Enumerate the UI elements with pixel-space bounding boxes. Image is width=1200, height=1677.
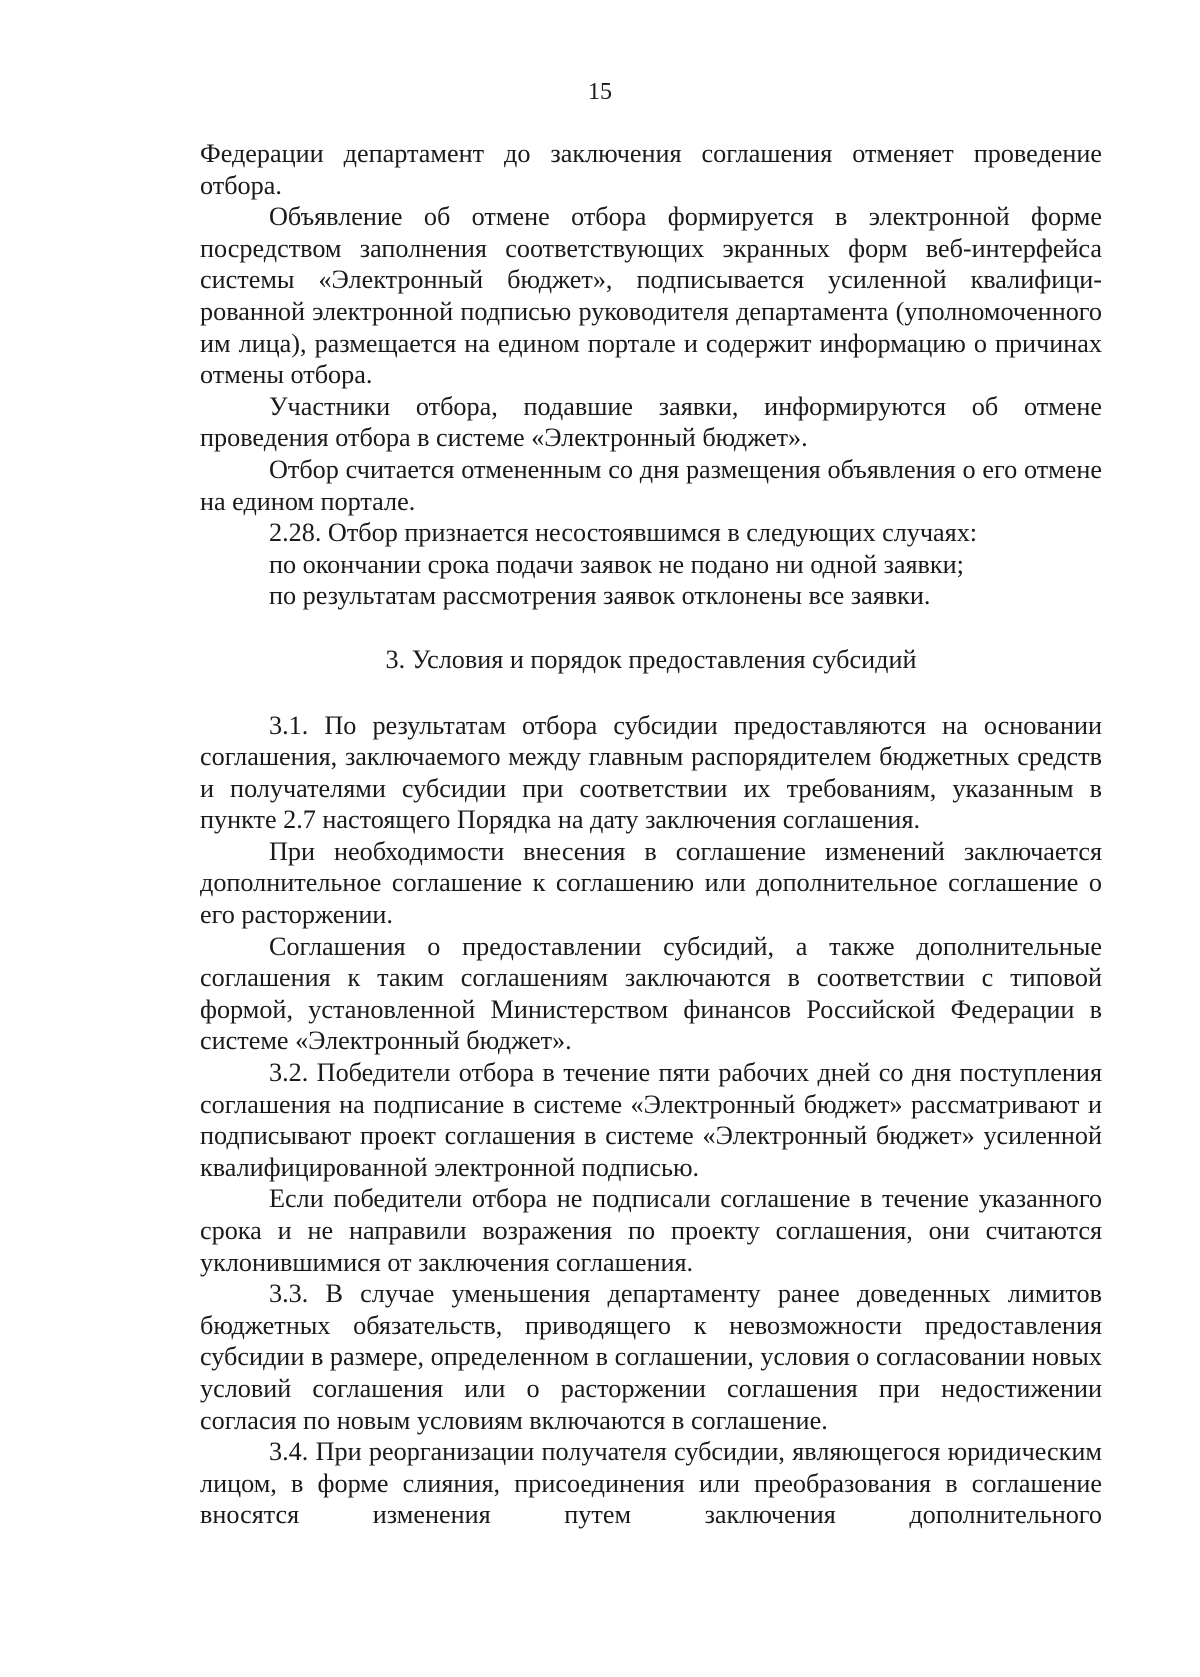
paragraphs-before xyxy=(200,138,1102,612)
paragraphs-after xyxy=(200,710,1102,1531)
paragraph: 3.1. По результатам отбора субсидии предоставляются на основании соглашения, заключаемого между главным распорядителем бюджетных средств и получателями субсидии при соответствии их требованиям, указанным в пункте 2.7 настоящего Порядка на дату заключения соглашения. xyxy=(200,710,1102,835)
page-number: 15 xyxy=(588,79,612,105)
paragraph: 3.4. При реорганизации получателя субсидии, являющегося юридическим лицом, в форме слияния, присоединения или преобразования в соглашение вносятся изменения путем заключения дополнительного xyxy=(200,1437,1102,1530)
paragraph: При необходимости внесения в соглашение изменений заключается дополнительное соглашение к соглашению или дополнительное соглашение о его расторжении. xyxy=(200,836,1102,930)
paragraph: Если победители отбора не подписали соглашение в течение указанного срока и не направили возражения по проекту соглашения, они считаются уклонившимися от заключения соглашения. xyxy=(200,1184,1102,1277)
section-heading: 3. Условия и порядок предоставления субсидий xyxy=(385,644,917,674)
paragraph: Соглашения о предоставлении субсидий, а также дополнительные соглашения к таким соглашениям заключаются в соответствии с типовой формой, установленной Министерством финансов Российской Федерации в системе «Электронный бюджет». xyxy=(200,931,1102,1056)
document-body xyxy=(200,138,1102,1531)
paragraph: Участники отбора, подавшие заявки, информируются об отмене проведения отбора в системе «Электронный бюджет». xyxy=(200,391,1102,453)
paragraph: 2.28. Отбор признается несостоявшимся в следующих случаях: xyxy=(269,518,978,548)
paragraph: по результатам рассмотрения заявок отклонены все заявки. xyxy=(269,581,931,611)
paragraph: по окончании срока подачи заявок не подано ни одной заявки; xyxy=(269,549,964,579)
paragraph: 3.3. В случае уменьшения департаменту ранее доведенных лимитов бюджетных обязательств, приводящего к невозможности предоставления субсидии в размере, определенном в соглашении, условия о согласовании новых условий соглашения или о расторжении соглашения при недостижении согласия по новым условиям включаются в соглашение. xyxy=(200,1279,1102,1435)
paragraph: Федерации департамент до заключения соглашения отменяет проведение отбора. xyxy=(200,139,1102,200)
paragraph: Отбор считается отмененным со дня размещения объявления о его отмене на едином портале. xyxy=(200,454,1102,516)
paragraph: 3.2. Победители отбора в течение пяти рабочих дней со дня поступления соглашения на подписание в системе «Электронный бюджет» рассматривают и подписывают проект соглашения в системе «Электронный бюджет» усиленной квалифицированной электронной подписью. xyxy=(200,1058,1102,1182)
paragraph: Объявление об отмене отбора формируется в электронной форме посредством заполнения соответствующих экранных форм веб-интерфейса системы «Электронный бюджет», подписывается усиленной квалифицированной электронной подписью руководителя департамента (уполномоченного им лица), размещается на едином портале и содержит информацию о причинах отмены отбора. xyxy=(200,202,1102,390)
